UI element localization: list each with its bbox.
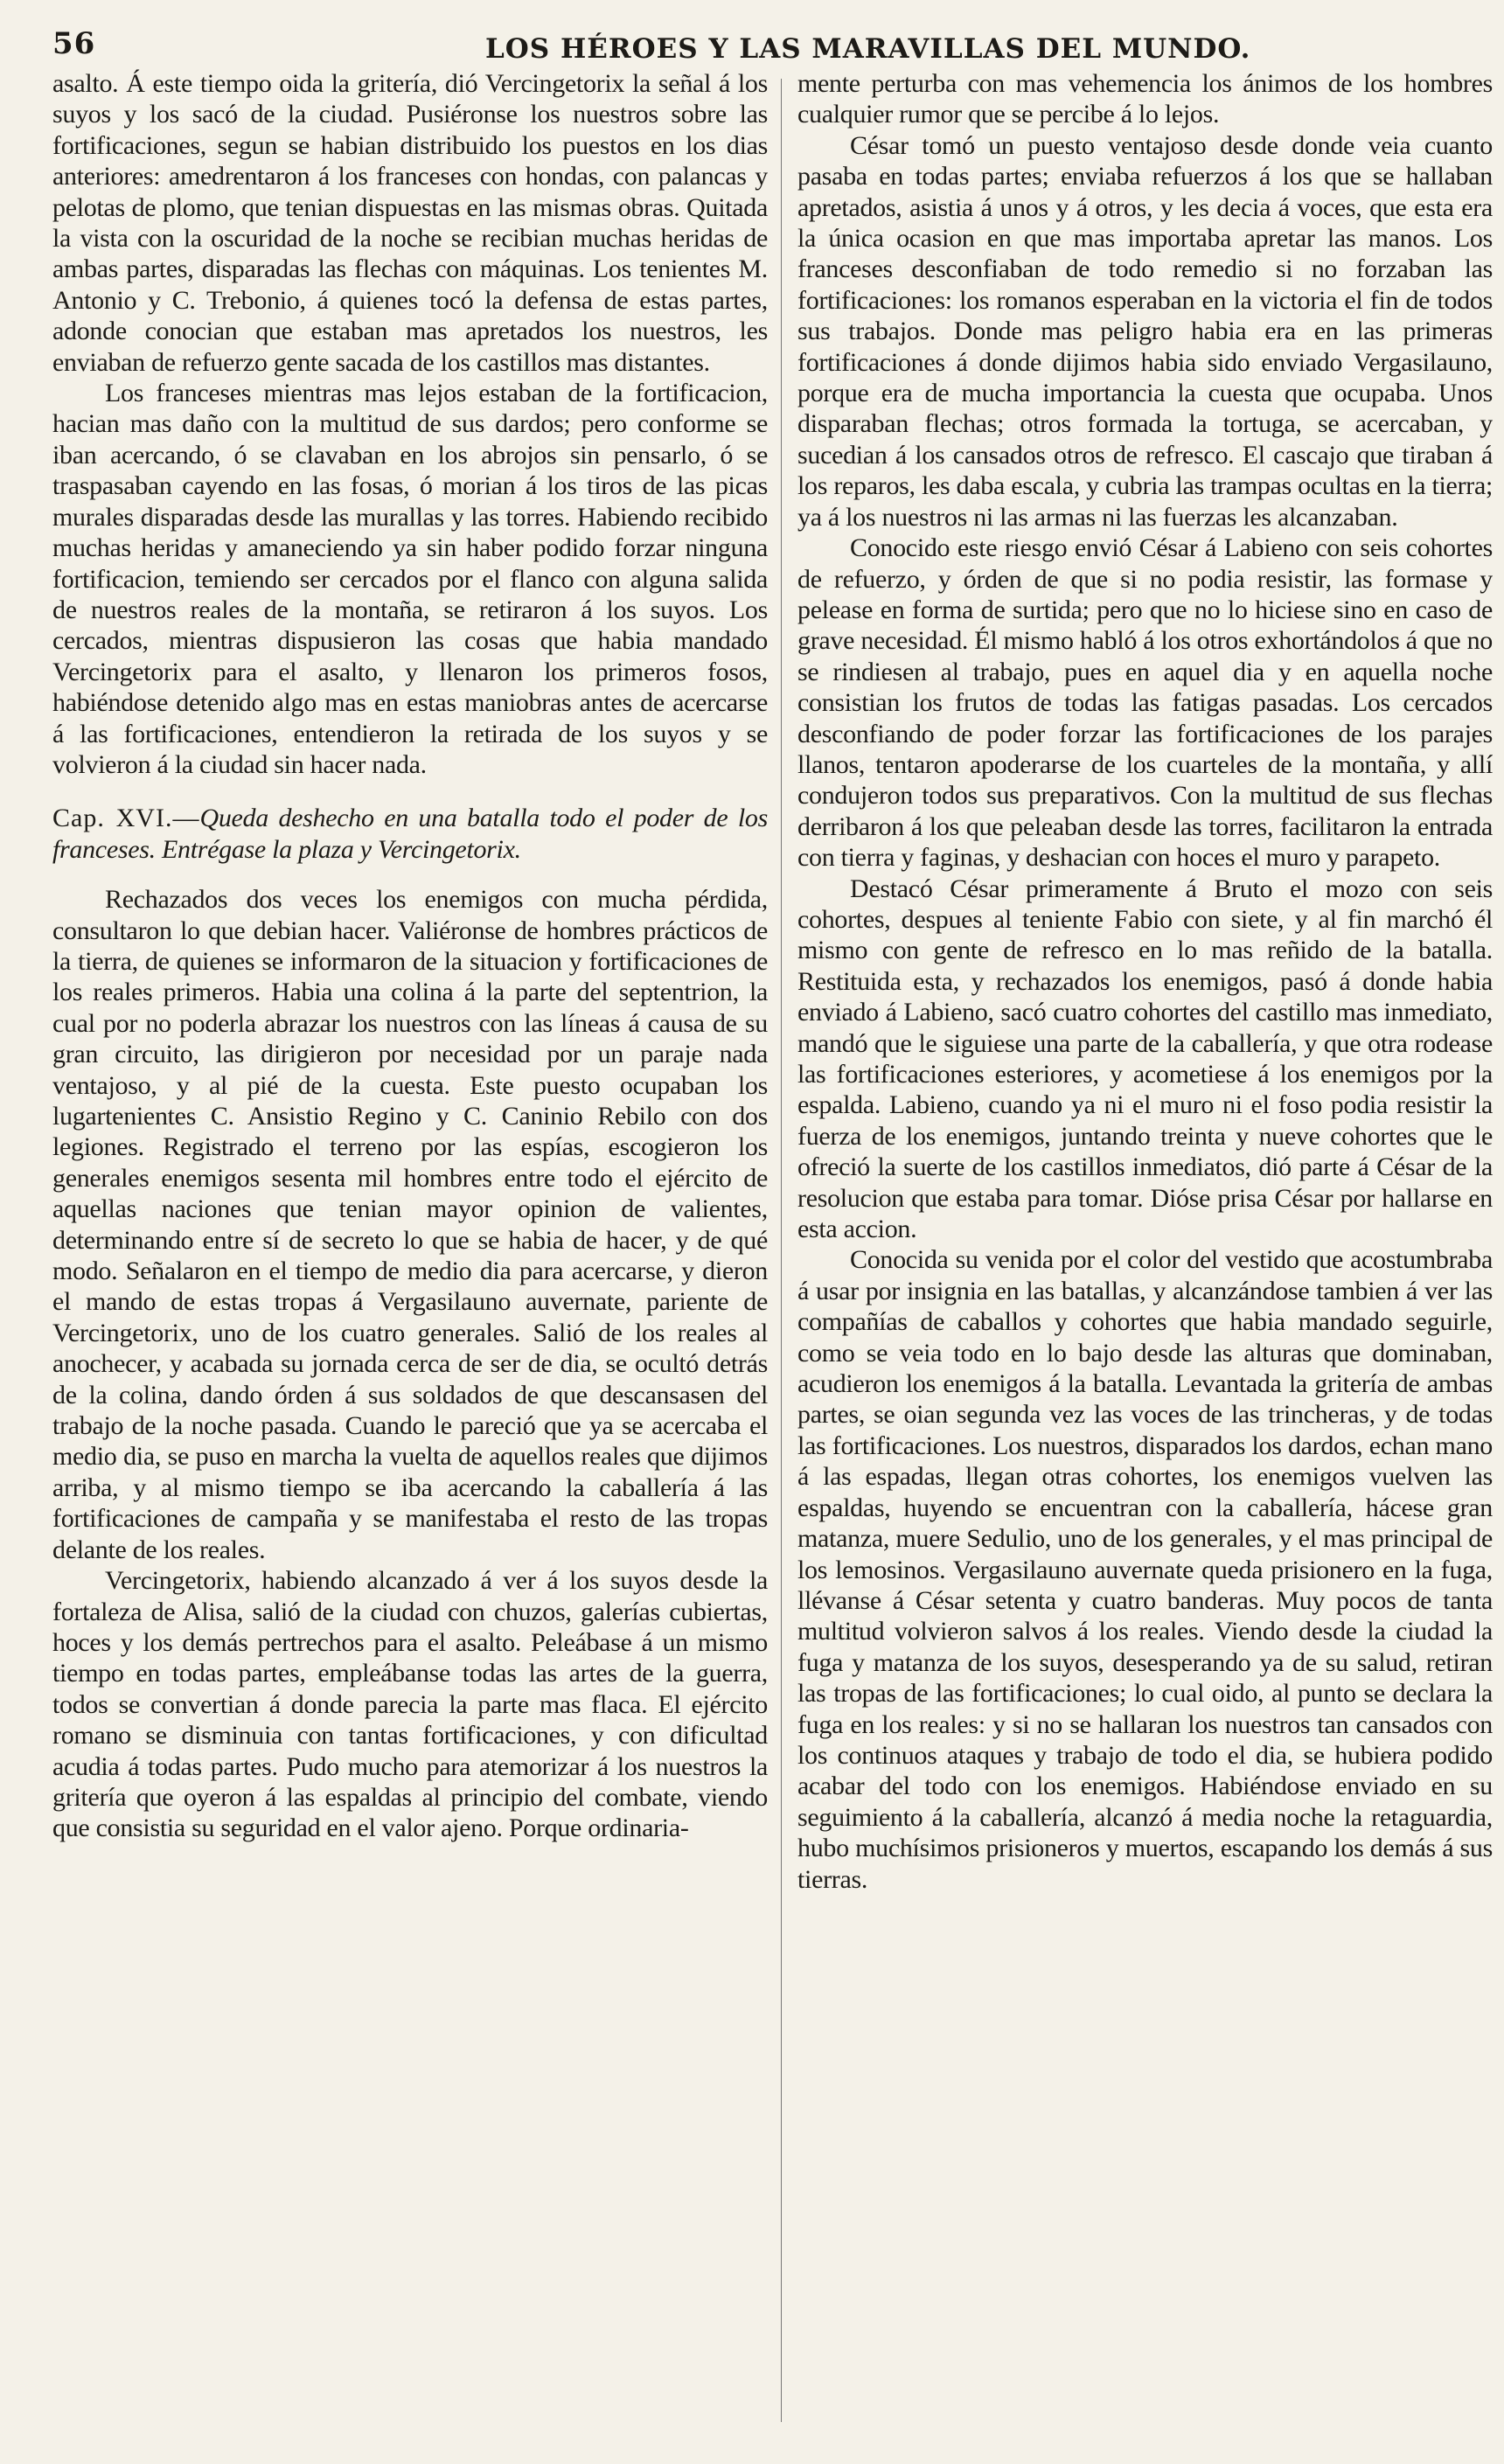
paragraph: Conocida su venida por el color del vestido que acostumbraba á usar por insignia en las batallas, y alcanzándose tambien á ver las compañías de caballos y cohortes que habia mandado seguirle, como se veia todo en lo bajo desde las alturas que dominaban, acudieron los enemigos á la batalla. Levantada la gritería de ambas partes, se oian segunda vez las voces de las trincheras, y de todas las fortificaciones. Los nuestros, disparados los dardos, echan mano á las espadas, llegan otras cohortes, los enemigos vuelven las espaldas, huyendo se encuentran con la caballería, hácese gran matanza, muere Sedulio, uno de los generales, y el mas principal de los lemosinos. Vergasilauno auvernate queda prisionero en la fuga, llévanse á César setenta y cuatro banderas. Muy pocos de tanta multitud volvieron salvos á los reales. Viendo desde la ciudad la fuga y matanza de los suyos, desesperando ya de su salud, retiran las tropas de las fortificaciones; lo cual oido, al punto se declara la fuga en los reales: y si no se hallaran los nuestros tan cansados con los continuos ataques y trabajo de todo el dia, se hubiera podido acabar del todo con los enemigos. Habiéndose enviado en su seguimiento á la caballería, alcanzó á media noche la retaguardia, hubo muchísimos prisioneros y muertos, escapando los demás á sus tierras. (797, 1245, 1493, 1894)
paragraph: Destacó César primeramente á Bruto el mozo con seis cohortes, despues al teniente Fabio con siete, y al fin marchó él mismo con gente de refresco en lo mas reñido de la batalla. Restituida esta, y rechazados los enemigos, pasó á donde habia enviado á Labieno, sacó cuatro cohortes del castillo mas inmediato, mandó que le siguiese una parte de la caballería, y que otra rodease las fortificaciones esteriores, y acometiese á los enemigos por la espalda. Labieno, cuando ya ni el muro ni el foso podia resistir la fuerza de los enemigos, juntando treinta y nueve cohortes que le ofreció la suerte de los castillos inmediatos, dió parte á César de la resolucion que estaba para tomar. Dióse prisa César por hallarse en esta accion. (797, 874, 1493, 1244)
chapter-title: Queda deshecho en una batalla todo el poder de los franceses. Entrégase la plaza y Vercingetorix. (52, 804, 768, 864)
column-divider (781, 79, 782, 2422)
paragraph: César tomó un puesto ventajoso desde donde veia cuanto pasaba en todas partes; enviaba refuerzos á los que se hallaban apretados, asistia á unos y á otros, y les decia á voces, que esta era la única ocasion en que mas importaba apretar las manos. Los franceses desconfiaban de todo remedio si no forzaban las fortificaciones: los romanos esperaban en la victoria el fin de todos sus trabajos. Donde mas peligro habia era en las primeras fortificaciones á donde dijimos habia sido enviado Vergasilauno, porque era de mucha importancia la cuesta que ocupaba. Unos disparaban flechas; otros formada la tortuga, se acercaban, y sucedian á los cansados otros de refresco. El cascajo que tiraban á los reparos, les daba escala, y cubria las trampas ocultas en la tierra; ya á los nuestros ni las armas ni las fuerzas les alcanzaban. (797, 130, 1493, 532)
paragraph: mente perturba con mas vehemencia los ánimos de los hombres cualquier rumor que se percibe á lo lejos. (797, 69, 1493, 129)
chapter-heading (52, 803, 768, 865)
left-column (52, 68, 768, 2438)
paragraph: Vercingetorix, habiendo alcanzado á ver á los suyos desde la fortaleza de Alisa, salió de la ciudad con chuzos, galerías cubiertas, hoces y los demás pertrechos para el asalto. Peleábase á un mismo tiempo en todas partes, empleábanse todas las artes de la guerra, todos se convertian á donde parecia la parte mas flaca. El ejército romano se disminuia con tantas fortificaciones, y con dificultad acudia á todas partes. Pudo mucho para atemorizar á los nuestros la gritería que oyeron á las espaldas al principio del combate, viendo que consistia su seguridad en el valor ajeno. Porque ordinaria- (52, 1566, 768, 1843)
page-number: 56 (52, 26, 96, 61)
chapter-label: Cap. XVI.— (52, 804, 200, 833)
paragraph: Los franceses mientras mas lejos estaban de la fortificacion, hacian mas daño con la multitud de sus dardos; pero conforme se iban acercando, ó se clavaban en los abrojos sin pensarlo, ó se traspasaban cayendo en las fosas, ó morian á los tiros de las picas murales disparadas desde las murallas y las torres. Habiendo recibido muchas heridas y amaneciendo ya sin haber podido forzar ninguna fortificacion, temiendo ser cercados por el flanco con alguna salida de nuestros reales de la montaña, se retiraron á los suyos. Los cercados, mientras dispusieron las cosas que habia mandado Vercingetorix para el asalto, y llenaron los primeros fosos, habiéndose detenido algo mas en estas maniobras antes de acercarse á las fortificaciones, entendieron la retirada de los suyos y se volvieron á la ciudad sin hacer nada. (52, 379, 768, 779)
right-column (797, 68, 1493, 2438)
paragraph: asalto. Á este tiempo oida la gritería, dió Vercingetorix la señal á los suyos y los sacó de la ciudad. Pusiéronse los nuestros sobre las fortificaciones, segun se habian distribuido los puestos en los dias anteriores: amedrentaron á los franceses con hondas, con palancas y pelotas de plomo, que tenian dispuestas en las mismas obras. Quitada la vista con la oscuridad de la noche se recibian muchas heridas de ambas partes, disparadas las flechas con máquinas. Los tenientes M. Antonio y C. Trebonio, á quienes tocó la defensa de estas partes, adonde conocian que estaban mas apretados los nuestros, les enviaban de refuerzo gente sacada de los castillos mas distantes. (52, 69, 768, 377)
running-title: LOS HÉROES Y LAS MARAVILLAS DEL MUNDO. (485, 33, 1251, 65)
page-header (52, 26, 1452, 68)
paragraph: Conocido este riesgo envió César á Labieno con seis cohortes de refuerzo, y órden de que si no podia resistir, las formase y pelease en forma de surtida; pero que no lo hiciese sino en caso de grave necesidad. Él mismo habló á los otros exhortándolos á que no se rindiesen al trabajo, pues en aquel dia y en aquella noche consistian los frutos de todas las fatigas pasadas. Los cercados desconfiando de poder forzar las fortificaciones de los parajes llanos, tentaron apoderarse de los cuarteles de la montaña, y allí condujeron todos sus preparativos. Con la multitud de sus flechas derribaron á los que peleaban desde las torres, facilitaron la entrada con tierra y faginas, y deshacian con hoces el muro y parapeto. (797, 533, 1493, 873)
paragraph: Rechazados dos veces los enemigos con mucha pérdida, consultaron lo que debian hacer. Valiéronse de hombres prácticos de la tierra, de quienes se informaron de la situacion y fortificaciones de los reales primeros. Habia una colina á la parte del septentrion, la cual por no poderla abrazar los nuestros con las líneas á causa de su gran circuito, las dirigieron por necesidad por un paraje nada ventajoso, y al pié de la cuesta. Este puesto ocupaban los lugartenientes C. Ansistio Regino y C. Caninio Rebilo con dos legiones. Registrado el terreno por las espías, escogieron los generales enemigos sesenta mil hombres entre todo el ejército de aquellas naciones que tenian mayor opinion de valientes, determinando entre sí de secreto lo que se habia de hacer, y de qué modo. Señalaron en el tiempo de medio dia para acercarse, y dieron el mando de estas tropas á Vergasilauno auvernate, pariente de Vercingetorix, uno de los cuatro generales. Salió de los reales al anochecer, y acabada su jornada cerca de ser de dia, se ocultó detrás de la colina, dando órden á sus soldados de que descansasen del trabajo de la noche pasada. Cuando le pareció que ya se acercaba el medio dia, se puso en marcha la vuelta de aquellos reales que dijimos arriba, y al mismo tiempo se iba acercando la caballería á las fortificaciones de campaña y se manifestaba el resto de las tropas delante de los reales. (52, 885, 768, 1564)
